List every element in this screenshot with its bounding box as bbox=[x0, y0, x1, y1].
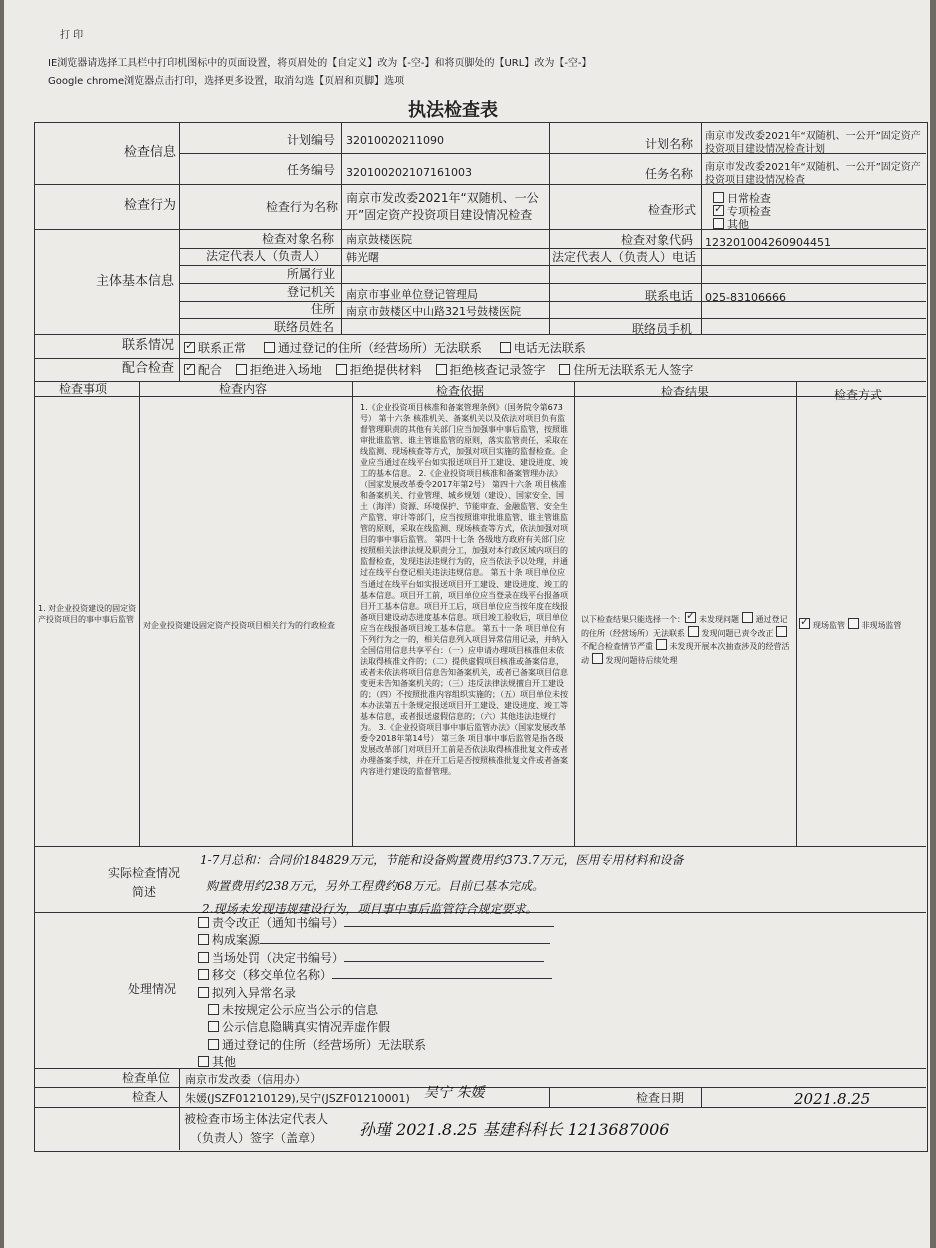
cooperate-label: 配合 bbox=[198, 363, 223, 377]
liaison-label: 联络员姓名 bbox=[274, 320, 335, 334]
abnormal-3-checkbox[interactable] bbox=[208, 1039, 219, 1050]
contact-normal-checkbox[interactable] bbox=[184, 342, 195, 353]
contact-phone-label: 电话无法联系 bbox=[513, 341, 586, 355]
ie-instruction: IE浏览器请选择工具栏中打印机图标中的页面设置，将页眉处的【自定义】改为【-空-】和将页脚处的【URL】改为【-空-】 bbox=[48, 58, 592, 69]
legal-rep-value: 韩光曙 bbox=[346, 251, 379, 264]
abnormal-2-label: 公示信息隐瞒真实情况弄虚作假 bbox=[222, 1020, 391, 1035]
penalty-checkbox[interactable] bbox=[198, 952, 209, 963]
contact-status-options bbox=[184, 341, 586, 356]
violation-checkbox[interactable] bbox=[592, 653, 603, 664]
offsite-label: 非现场监管 bbox=[861, 621, 902, 630]
object-name-value: 南京鼓楼医院 bbox=[346, 233, 412, 246]
actual-line-3: 2.现场未发现违规建设行为，项目事中事后监管符合规定要求。 bbox=[202, 902, 538, 916]
liaison-phone-label: 联络员手机 bbox=[632, 322, 693, 336]
rectify-label: 责令改正（通知书编号） bbox=[212, 916, 345, 930]
refuse-sign-checkbox[interactable] bbox=[436, 364, 447, 375]
inspection-content: 对企业投资建设固定资产投资项目相关行为的行政检查 bbox=[143, 621, 335, 630]
actual-line-1: 1-7月总和：合同价184829万元，节能和设备购置费用约373.7万元，医用专用材料和设备 bbox=[200, 853, 684, 867]
other-checkbox[interactable] bbox=[713, 218, 724, 229]
action-form-label: 检查形式 bbox=[648, 203, 697, 217]
legal-rep-phone-label: 法定代表人（负责人）电话 bbox=[552, 250, 697, 264]
date-label: 检查日期 bbox=[636, 1091, 685, 1105]
registry-label: 登记机关 bbox=[287, 285, 336, 299]
nonconformity-checkbox[interactable] bbox=[776, 626, 787, 637]
refuse-entry-checkbox[interactable] bbox=[236, 364, 247, 375]
transfer-checkbox[interactable] bbox=[198, 969, 209, 980]
refuse-entry-label: 拒绝进入场地 bbox=[249, 363, 322, 377]
offsite-checkbox[interactable] bbox=[848, 618, 859, 629]
cooperation-label: 配合检查 bbox=[122, 361, 175, 376]
actual-line-2: 购置费用约238万元，另外工程费约68万元。目前已基本完成。 bbox=[206, 879, 545, 893]
header-method: 检查方式 bbox=[834, 388, 883, 402]
other-handling-checkbox[interactable] bbox=[198, 1056, 209, 1067]
onsite-checkbox[interactable] bbox=[799, 618, 810, 629]
document-page bbox=[4, 0, 930, 1248]
unreachable-label: 通过登记的住所（经营场所）无法联系 bbox=[581, 615, 788, 638]
section-inspection-action: 检查行为 bbox=[124, 198, 177, 213]
address-label: 住所 bbox=[311, 302, 336, 316]
other-activity-checkbox[interactable] bbox=[656, 639, 667, 650]
contact-phone-checkbox[interactable] bbox=[500, 342, 511, 353]
inspector-label: 检查人 bbox=[132, 1090, 169, 1104]
date-value: 2021.8.25 bbox=[794, 1090, 871, 1108]
inspection-method bbox=[799, 618, 923, 632]
transfer-label: 移交（移交单位名称） bbox=[212, 968, 333, 983]
contact-address-label: 通过登记的住所（经营场所）无法联系 bbox=[277, 341, 482, 355]
rep-signature: 孙瑾 2021.8.25 基建科科长 1213687006 bbox=[359, 1120, 670, 1139]
no-problem-checkbox[interactable] bbox=[685, 612, 696, 623]
abnormal-1-checkbox[interactable] bbox=[208, 1004, 219, 1015]
handling-label: 处理情况 bbox=[128, 982, 177, 996]
header-basis: 检查依据 bbox=[436, 384, 485, 398]
page-title: 执法检查表 bbox=[408, 100, 498, 121]
crime-label: 构成案源 bbox=[212, 933, 261, 948]
abnormal-1-label: 未按规定公示应当公示的信息 bbox=[222, 1002, 379, 1017]
refuse-sign-label: 拒绝核查记录签字 bbox=[449, 363, 546, 377]
onsite-label: 现场监管 bbox=[813, 621, 845, 630]
unreachable-checkbox[interactable] bbox=[742, 612, 753, 623]
refuse-material-checkbox[interactable] bbox=[336, 364, 347, 375]
legal-rep-label: 法定代表人（负责人） bbox=[206, 249, 327, 263]
action-name-label: 检查行为名称 bbox=[266, 200, 339, 214]
inspection-unit-label: 检查单位 bbox=[122, 1071, 171, 1085]
other-label: 其他 bbox=[727, 218, 749, 232]
routine-label: 日常检查 bbox=[727, 192, 771, 205]
abnormal-3-label: 通过登记的住所（经营场所）无法联系 bbox=[222, 1037, 427, 1052]
nobody-label: 住所无法联系无人签字 bbox=[573, 363, 694, 377]
chrome-instruction: Google chrome浏览器点击打印，选择更多设置，取消勾选【页眉和页脚】选项 bbox=[48, 76, 405, 87]
rectify-checkbox[interactable] bbox=[198, 917, 209, 928]
object-name-label: 检查对象名称 bbox=[262, 232, 335, 246]
inspection-unit-value: 南京市发改委（信用办） bbox=[185, 1073, 306, 1086]
inspector-signature: 吴宁 朱媛 bbox=[424, 1085, 485, 1101]
nobody-checkbox[interactable] bbox=[559, 364, 570, 375]
action-name-value: 南京市发改委2021年“双随机、一公开”固定资产投资项目建设情况检查 bbox=[346, 191, 539, 223]
section-subject-info: 主体基本信息 bbox=[96, 274, 175, 289]
plan-name-label: 计划名称 bbox=[645, 137, 694, 151]
violation-label: 发现问题待后续处理 bbox=[605, 655, 678, 665]
abnormal-label: 拟列入异常名录 bbox=[212, 985, 297, 1000]
section-inspection-info: 检查信息 bbox=[124, 145, 177, 160]
header-item: 检查事项 bbox=[59, 382, 108, 396]
task-name-label: 任务名称 bbox=[645, 167, 694, 181]
contact-normal-label: 联系正常 bbox=[198, 341, 247, 355]
special-checkbox[interactable] bbox=[713, 205, 724, 216]
print-label: 打 印 bbox=[60, 30, 84, 41]
inspection-item: 1. 对企业投资建设的固定资产投资项目的事中事后监管 bbox=[38, 604, 137, 624]
ordered-label: 发现问题已责令改正 bbox=[701, 628, 774, 638]
task-name-value: 南京市发改委2021年“双随机、一公开”固定资产投资项目建设情况检查 bbox=[705, 162, 921, 186]
inspection-basis: 1.《企业投资项目核准和备案管理条例》（国务院令第673号） 第十六条 核准机关、备案机关以及依法对项目负有监督管理职责的其他有关部门应当加强事中事后监管，按照谁审批谁监管、谁主管谁监管的原则，落实监管责任，采取在线监测、现场核查等方式，加强对项目实施的监督检查。企业应当通过在线平台如实报送项目开工建设、建设进度、竣工的基本信息。 2.《企业投资项目核准和备案管理办法》（国家发展改革委令2017年第2号） 第四十六条 项目核准和备案机关、行业管理、城乡规划（建设）、国家安全、国土（海洋）资源、环境保护、节能审查、金融监管、安全生产监管、审计等部门，应当按照谁审批谁监管、谁主管谁监管的原则，采取在线监测、现场核查等方式，依法加强对项目的事中事后监管。 第四十七条 各级地方政府有关部门应按照相关法律法规及职责分工，加强对本行政区域内项目的监督检查，发现违法违规行为的，应当依法予以处理，并通过在线平台登记相关违法违规信息。 第五十条 项目单位应当通过在线平台如实报送项目开工建设、建设进度、竣工的基本信息。项目开工前，项目单位应当登录在线平台报备项目开工基本信息。项目开工后，项目单位应当按年度在线报备项目建设动态进度基本信息。项目竣工验收后，项目单位应当在线报备项目竣工基本信息。 第五十一条 项目单位有下列行为之一的，相关信息列入项目异常信用记录，并纳入全国信用信息共享平台：（一）应申请办理项目核准但未依法取得核准文件的；（二）提供虚假项目核准或备案信息，或者未依法将项目信息告知备案机关，或者已备案项目信息变更未告知备案机关的；（三）违反法律法规擅自开工建设的；（四）不按照批准内容组织实施的；（五）项目单位未按本办法第五十条规定报送项目开工建设、建设进度、竣工等基本信息，或者报送虚假信息的；（六）其他违法违规行为。 3.《企业投资项目事中事后监管办法》（国家发展改革委令2018年第14号） 第三条 项目事中事后监管是指各级发展改革部门对项目开工前是否依法取得核准批复文件或者办理备案手续，并在开工后是否按照核准批复文件或者备案内容进行建设的监督管理。 bbox=[360, 403, 568, 777]
contact-address-checkbox[interactable] bbox=[264, 342, 275, 353]
penalty-label: 当场处罚（决定书编号） bbox=[212, 950, 345, 965]
registry-value: 南京市事业单位登记管理局 bbox=[346, 288, 478, 301]
object-code-label: 检查对象代码 bbox=[621, 233, 694, 247]
header-content: 检查内容 bbox=[219, 382, 268, 396]
plan-name-value: 南京市发改委2021年“双随机、一公开”固定资产投资项目建设情况检查计划 bbox=[705, 131, 921, 155]
ordered-checkbox[interactable] bbox=[688, 626, 699, 637]
plan-no-value: 32010020211090 bbox=[346, 134, 444, 147]
phone-label: 联系电话 bbox=[645, 289, 694, 303]
abnormal-2-checkbox[interactable] bbox=[208, 1021, 219, 1032]
address-value: 南京市鼓楼区中山路321号鼓楼医院 bbox=[346, 305, 521, 318]
abnormal-checkbox[interactable] bbox=[198, 987, 209, 998]
inspector-value: 朱媛(JSZF01210129),吴宁(JSZF01210001) bbox=[185, 1092, 410, 1105]
other-activity-label: 未发现开展本次抽查涉及的经营活动 bbox=[581, 642, 790, 665]
task-no-label: 任务编号 bbox=[287, 163, 336, 177]
result-intro: 以下检查结果只能选择一个： bbox=[581, 615, 685, 624]
inspection-result bbox=[581, 612, 795, 666]
rep-sign-label: 被检查市场主体法定代表人（负责人）签字（盖章） bbox=[183, 1112, 328, 1146]
no-problem-label: 未发现问题 bbox=[699, 615, 739, 624]
task-no-value: 320100202107161003 bbox=[346, 166, 472, 179]
header-result: 检查结果 bbox=[661, 385, 710, 399]
actual-situation-label: 实际检查情况简述 bbox=[107, 866, 180, 899]
cooperation-options bbox=[184, 363, 693, 378]
other-handling-label: 其他 bbox=[212, 1055, 237, 1070]
action-form-options bbox=[713, 192, 771, 232]
object-code-value: 12320100426090445​1 bbox=[705, 236, 831, 249]
special-label: 专项检查 bbox=[727, 205, 771, 219]
handling-options bbox=[198, 915, 554, 1072]
industry-label: 所属行业 bbox=[287, 267, 336, 281]
refuse-material-label: 拒绝提供材料 bbox=[349, 363, 422, 377]
crime-checkbox[interactable] bbox=[198, 934, 209, 945]
cooperate-checkbox[interactable] bbox=[184, 364, 195, 375]
plan-no-label: 计划编号 bbox=[287, 133, 336, 147]
nonconformity-label: 不配合检查情节严重 bbox=[581, 642, 653, 652]
phone-value: 025-83106666 bbox=[705, 291, 786, 304]
contact-status-label: 联系情况 bbox=[122, 338, 175, 353]
